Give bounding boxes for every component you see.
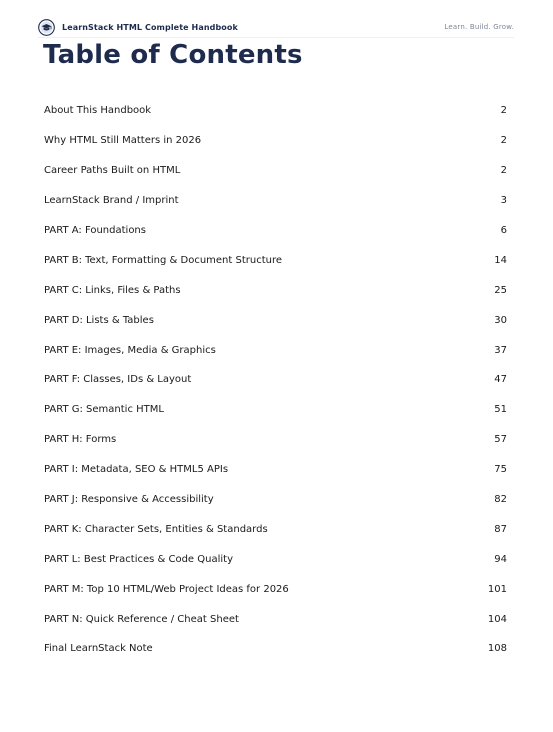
toc-entry[interactable] <box>44 485 507 515</box>
toc-entry-page-number: 3 <box>500 195 507 207</box>
toc-entry-title: Career Paths Built on HTML <box>44 165 181 177</box>
toc-entry-page-number: 94 <box>494 553 507 565</box>
toc-entry-page-number: 2 <box>500 135 507 147</box>
toc-entry-title: PART G: Semantic HTML <box>44 404 164 416</box>
tagline: Learn. Build. Grow. <box>444 23 514 31</box>
toc-entry-page-number: 14 <box>494 254 507 266</box>
toc-entry-page-number: 82 <box>494 494 507 506</box>
toc-entry-title: PART A: Foundations <box>44 225 146 236</box>
toc-entry[interactable] <box>44 365 507 395</box>
toc-entry[interactable] <box>44 305 507 335</box>
toc-entry-title: PART L: Best Practices & Code Quality <box>44 553 233 565</box>
toc-entry[interactable] <box>44 335 507 365</box>
toc-entry-title: PART I: Metadata, SEO & HTML5 APIs <box>44 464 229 476</box>
toc-entry[interactable] <box>44 574 507 604</box>
table-of-contents <box>44 96 507 664</box>
toc-entry-page-number: 87 <box>494 523 507 535</box>
toc-entry-page-number: 6 <box>500 225 507 236</box>
toc-entry-page-number: 104 <box>487 613 507 625</box>
toc-entry-title: PART E: Images, Media & Graphics <box>44 344 216 356</box>
graduation-cap-icon <box>38 19 55 36</box>
toc-entry-title: About This Handbook <box>44 105 152 117</box>
toc-entry[interactable] <box>44 604 507 634</box>
toc-entry[interactable] <box>44 634 507 664</box>
toc-entry[interactable] <box>44 186 507 216</box>
toc-entry-title: Why HTML Still Matters in 2026 <box>44 135 202 147</box>
brand <box>38 19 238 36</box>
toc-entry[interactable] <box>44 544 507 574</box>
toc-entry-title: PART J: Responsive & Accessibility <box>44 494 214 506</box>
toc-entry[interactable] <box>44 156 507 186</box>
toc-entry-page-number: 37 <box>494 344 507 356</box>
toc-entry-title: PART M: Top 10 HTML/Web Project Ideas for 2026 <box>44 583 289 595</box>
toc-entry[interactable] <box>44 514 507 544</box>
toc-entry-title: PART B: Text, Formatting & Document Structure <box>44 254 283 266</box>
toc-entry[interactable] <box>44 216 507 246</box>
toc-entry[interactable] <box>44 126 507 156</box>
toc-entry-page-number: 25 <box>494 284 507 296</box>
toc-entry[interactable] <box>44 245 507 275</box>
toc-entry-page-number: 101 <box>487 583 507 595</box>
toc-entry-title: PART H: Forms <box>44 434 117 446</box>
toc-entry-page-number: 75 <box>494 464 507 476</box>
toc-entry-page-number: 51 <box>494 404 507 416</box>
toc-entry-title: PART C: Links, Files & Paths <box>44 284 181 296</box>
toc-entry[interactable] <box>44 455 507 485</box>
toc-entry[interactable] <box>44 395 507 425</box>
toc-entry[interactable] <box>44 275 507 305</box>
toc-entry-title: PART D: Lists & Tables <box>44 314 154 326</box>
toc-entry-title: Final LearnStack Note <box>44 643 153 655</box>
brand-title: LearnStack HTML Complete Handbook <box>62 22 238 32</box>
page-title: Table of Contents <box>43 40 303 70</box>
toc-entry-title: PART K: Character Sets, Entities & Standards <box>44 523 268 535</box>
toc-entry[interactable] <box>44 96 507 126</box>
toc-entry-title: LearnStack Brand / Imprint <box>44 195 179 207</box>
toc-entry-page-number: 30 <box>494 314 507 326</box>
toc-entry[interactable] <box>44 425 507 455</box>
toc-entry-page-number: 57 <box>494 434 507 446</box>
toc-entry-page-number: 47 <box>494 374 507 386</box>
toc-entry-page-number: 2 <box>500 105 507 117</box>
toc-entry-page-number: 108 <box>487 643 507 655</box>
page-header <box>38 17 514 38</box>
toc-entry-page-number: 2 <box>500 165 507 177</box>
toc-entry-title: PART F: Classes, IDs & Layout <box>44 374 192 386</box>
toc-entry-title: PART N: Quick Reference / Cheat Sheet <box>44 613 239 625</box>
